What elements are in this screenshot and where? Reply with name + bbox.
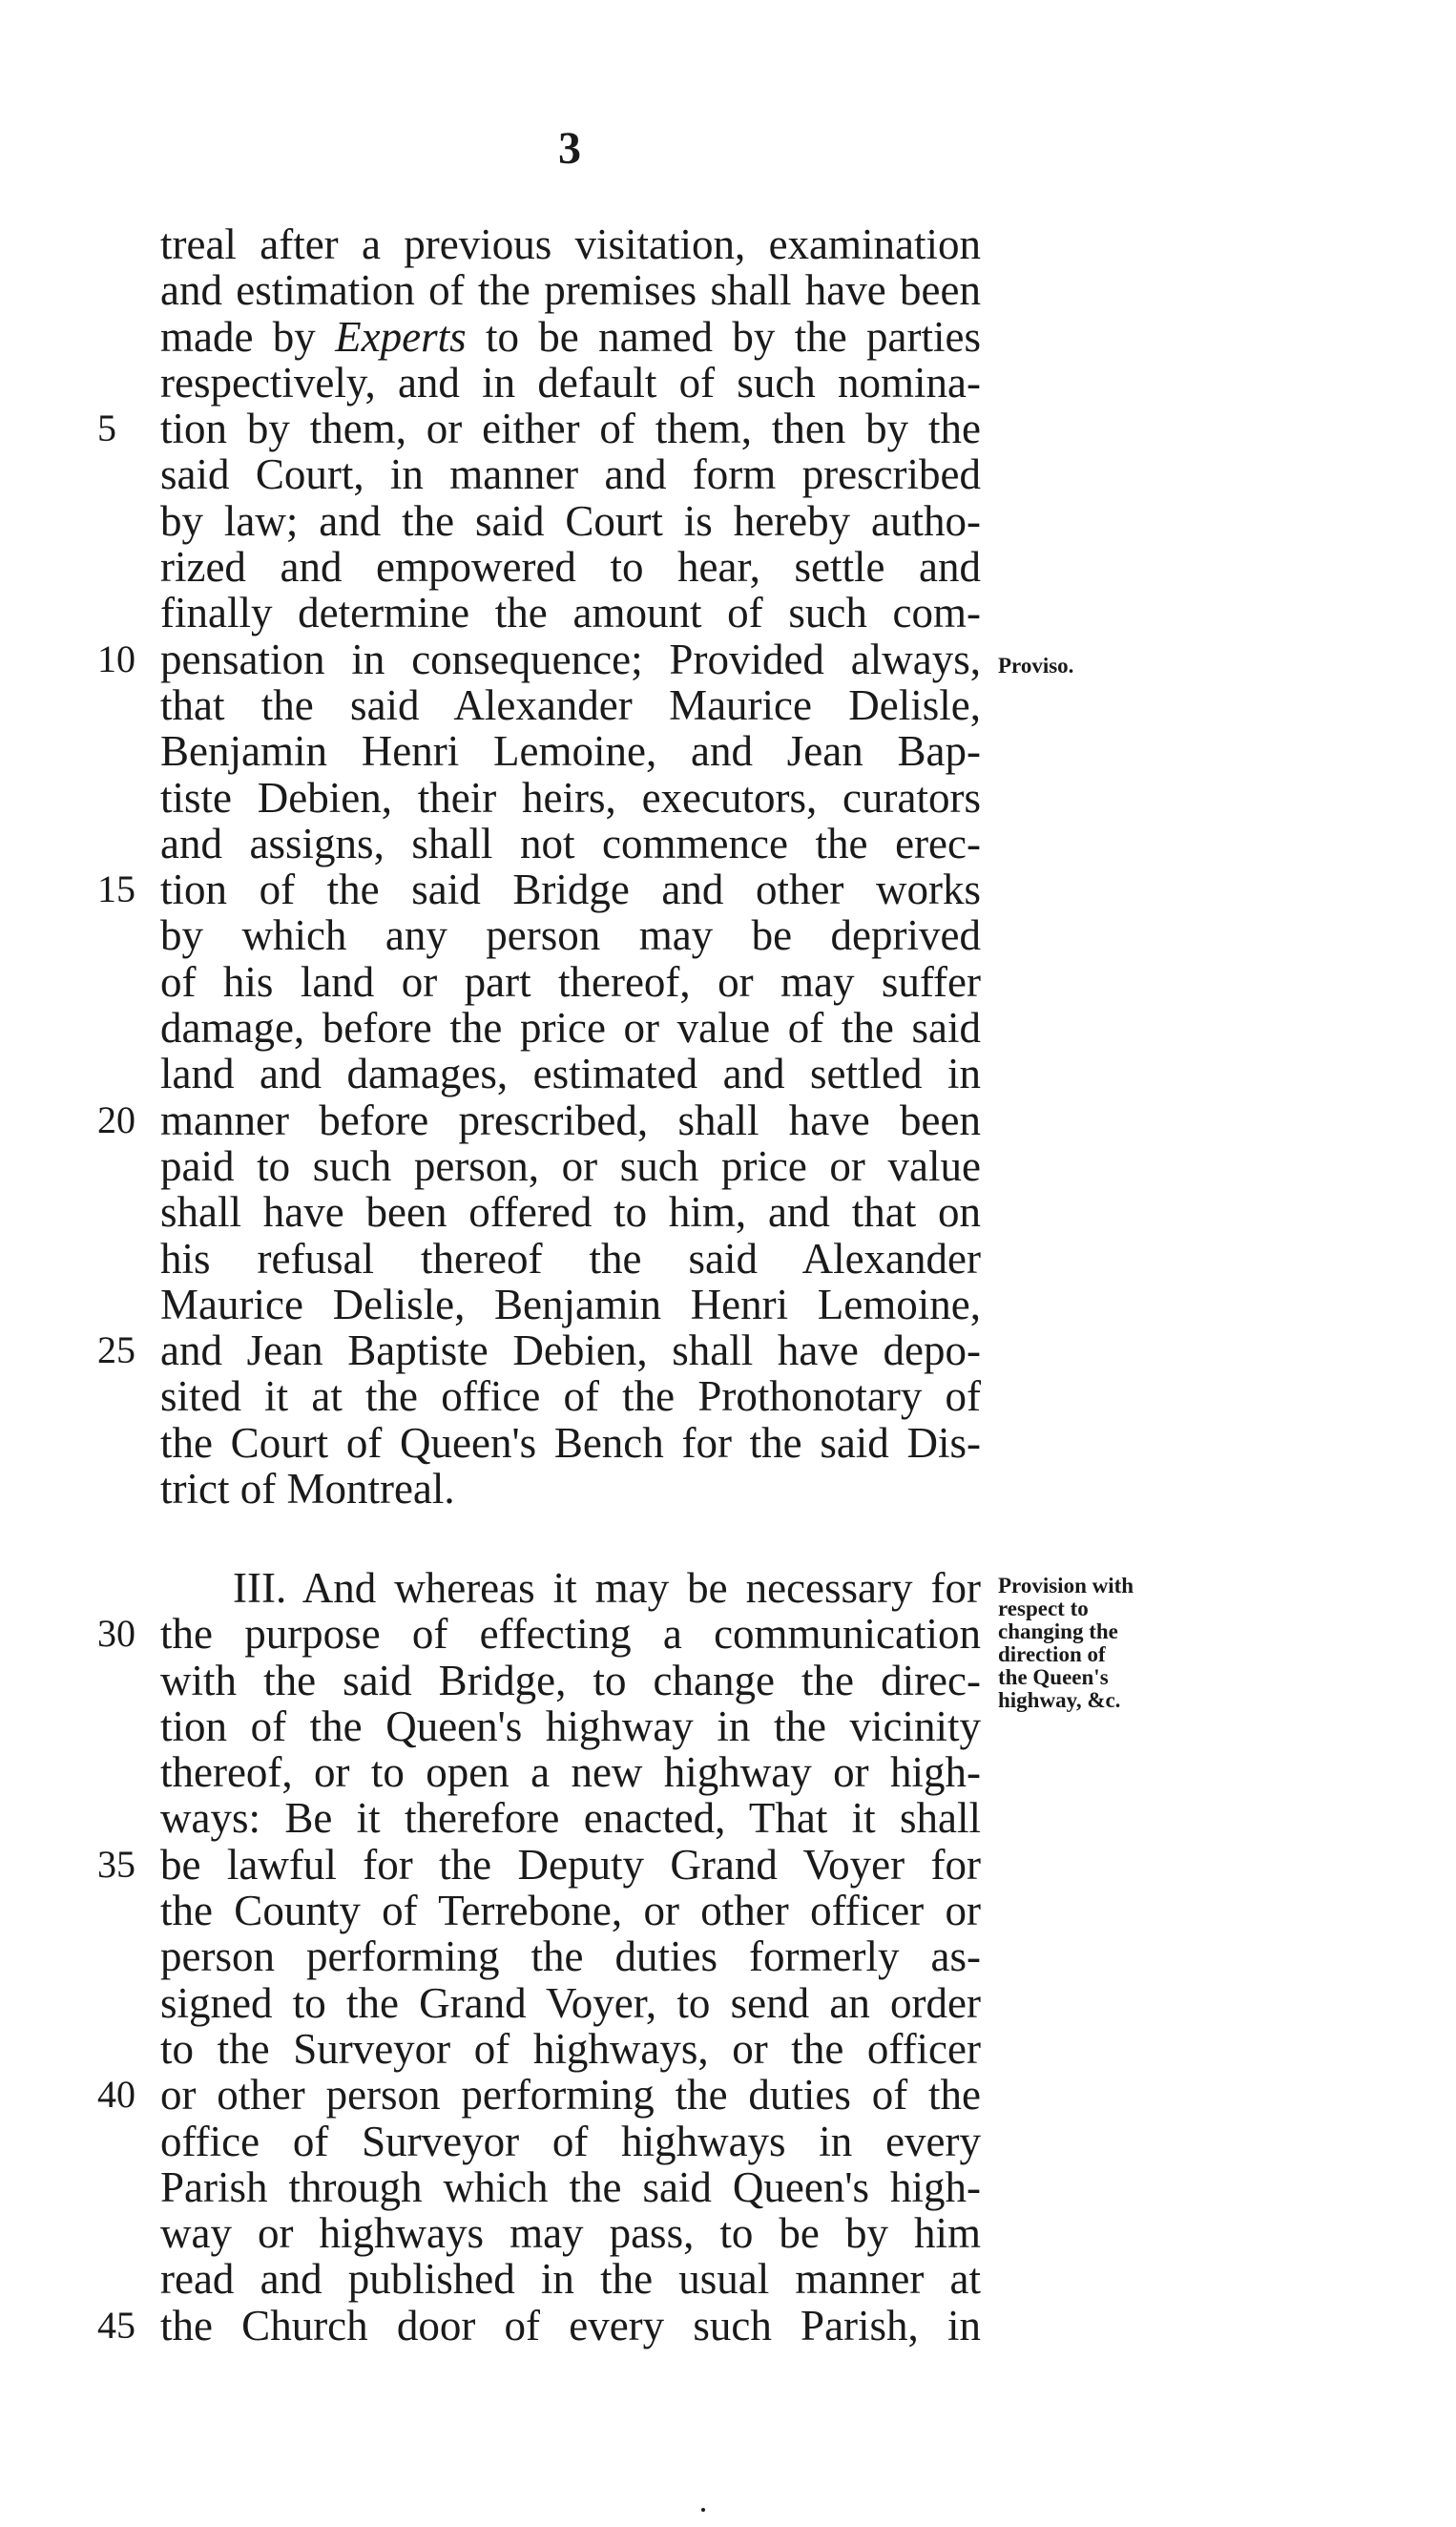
line-number: 5 bbox=[97, 407, 116, 450]
text-line: 30 the purpose of effecting a communication bbox=[97, 1610, 981, 1659]
text-line: 20 manner before prescribed, shall have been bbox=[97, 1096, 981, 1144]
text-line: 15 tion of the said Bridge and other works bbox=[97, 866, 981, 914]
text-line: respectively, and in default of such nomina- bbox=[160, 358, 981, 407]
text-line: of his land or part thereof, or may suffer bbox=[160, 957, 981, 1006]
text-line: shall have been offered to him, and that on bbox=[160, 1188, 981, 1237]
text-line: read and published in the usual manner at bbox=[160, 2255, 981, 2304]
line-number: 25 bbox=[97, 1328, 135, 1372]
text-line: and assigns, shall not commence the erec- bbox=[160, 819, 981, 867]
margin-note-line: highway, &c. bbox=[998, 1688, 1121, 1712]
text-line: office of Surveyor of highways in every bbox=[160, 2117, 981, 2165]
text-line: signed to the Grand Voyer, to send an order bbox=[160, 1978, 981, 2027]
text-line: treal after a previous visitation, examination bbox=[160, 220, 981, 268]
section-1-text bbox=[97, 220, 981, 1514]
margin-note-line: changing the bbox=[998, 1619, 1118, 1643]
line-number: 45 bbox=[97, 2303, 135, 2347]
print-speck bbox=[701, 2508, 705, 2512]
text-line: said Court, in manner and form prescribed bbox=[160, 450, 981, 499]
text-line: his refusal thereof the said Alexander bbox=[160, 1234, 981, 1283]
text-line: Maurice Delisle, Benjamin Henri Lemoine, bbox=[160, 1280, 981, 1328]
text-line: tiste Debien, their heirs, executors, curators bbox=[160, 773, 981, 822]
text-line: person performing the duties formerly as- bbox=[160, 1932, 981, 1981]
text-line: damage, before the price or value of the said bbox=[160, 1004, 981, 1053]
text-line: 10 pensation in consequence; Provided always, bbox=[97, 635, 981, 683]
text-line: 35 be lawful for the Deputy Grand Voyer for bbox=[97, 1840, 981, 1889]
text-line: thereof, or to open a new highway or high- bbox=[160, 1748, 981, 1797]
text-line: sited it at the office of the Prothonotary of bbox=[160, 1372, 981, 1421]
text-line: Benjamin Henri Lemoine, and Jean Bap- bbox=[160, 727, 981, 776]
section-2-text bbox=[97, 1564, 981, 2349]
text-line: by law; and the said Court is hereby autho- bbox=[160, 496, 981, 545]
text-line: made by Experts to be named by the parties bbox=[160, 312, 981, 361]
text-line: rized and empowered to hear, settle and bbox=[160, 543, 981, 592]
text-line: the County of Terrebone, or other officer or bbox=[160, 1887, 981, 1935]
margin-note-provision bbox=[998, 1575, 1189, 1712]
text-line: to the Surveyor of highways, or the officer bbox=[160, 2024, 981, 2073]
text-line: tion of the Queen's highway in the vicinity bbox=[160, 1702, 981, 1750]
text-line: way or highways may pass, to be by him bbox=[160, 2209, 981, 2258]
line-number: 10 bbox=[97, 637, 135, 680]
line-number: 40 bbox=[97, 2073, 135, 2117]
margin-note-line: direction of bbox=[998, 1642, 1106, 1666]
text-line: land and damages, estimated and settled in bbox=[160, 1050, 981, 1098]
margin-note-proviso: Proviso. bbox=[998, 654, 1074, 678]
italic-term: Experts bbox=[335, 312, 467, 361]
page-number: 3 bbox=[558, 123, 581, 174]
text-line: with the said Bridge, to change the direc- bbox=[160, 1656, 981, 1704]
line-number: 15 bbox=[97, 867, 135, 911]
line-number: 35 bbox=[97, 1842, 135, 1886]
text-line: 40 or other person performing the duties of the bbox=[97, 2071, 981, 2120]
text-line: III. And whereas it may be necessary for bbox=[233, 1564, 981, 1612]
text-line: trict of Montreal. bbox=[160, 1465, 455, 1514]
text-line: finally determine the amount of such com- bbox=[160, 589, 981, 637]
text-line: the Court of Queen's Bench for the said Dis- bbox=[160, 1418, 981, 1467]
text-line: Parish through which the said Queen's high- bbox=[160, 2162, 981, 2211]
line-number: 30 bbox=[97, 1612, 135, 1656]
text-line: and estimation of the premises shall have been bbox=[160, 266, 981, 315]
text-line: by which any person may be deprived bbox=[160, 911, 981, 960]
margin-note-line: respect to bbox=[998, 1597, 1089, 1620]
margin-note-line: the Queen's bbox=[998, 1665, 1109, 1689]
margin-note-line: Provision with bbox=[998, 1574, 1134, 1598]
text-line: that the said Alexander Maurice Delisle, bbox=[160, 680, 981, 729]
text-line: ways: Be it therefore enacted, That it shall bbox=[160, 1794, 981, 1843]
text-line: paid to such person, or such price or value bbox=[160, 1141, 981, 1190]
text-line: 5 tion by them, or either of them, then by the bbox=[97, 405, 981, 453]
text-line: 25 and Jean Baptiste Debien, shall have depo- bbox=[97, 1326, 981, 1375]
text-line: 45 the Church door of every such Parish, in bbox=[97, 2301, 981, 2349]
line-number: 20 bbox=[97, 1097, 135, 1141]
